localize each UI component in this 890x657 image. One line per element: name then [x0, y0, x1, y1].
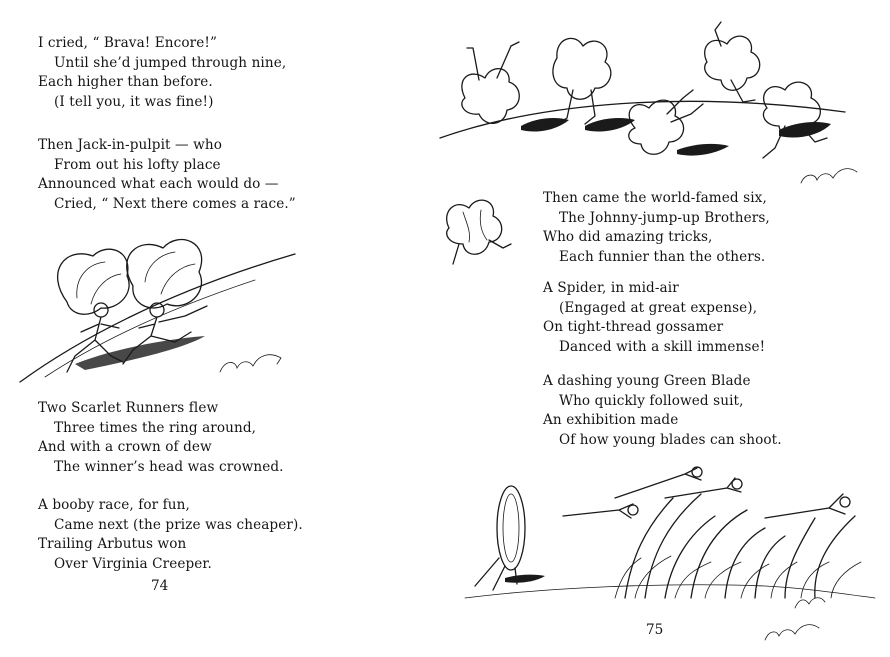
single-jump-up-flower-illustration	[439, 188, 519, 270]
verse-line: On tight-thread gossamer	[543, 319, 724, 336]
verse-line: A booby race, for fun,	[38, 497, 190, 513]
verse-line: Two Scarlet Runners flew	[38, 400, 219, 416]
verse-line: Over Virginia Creeper.	[54, 555, 212, 572]
stanza	[38, 136, 296, 214]
stanza	[38, 399, 284, 477]
verse-line: Each funnier than the others.	[559, 248, 766, 265]
scarlet-runners-race-illustration	[15, 232, 300, 387]
verse-line: (Engaged at great expense),	[559, 299, 758, 316]
verse-line: Cried, “ Next there comes a race.”	[54, 195, 296, 212]
verse-line: Danced with a skill immense!	[559, 338, 766, 355]
verse-line: Then Jack-in-pulpit — who	[38, 137, 223, 153]
verse-line: Announced what each would do —	[38, 176, 279, 193]
verse-line: The Johnny-jump-up Brothers,	[559, 209, 770, 226]
page-number: 75	[646, 622, 664, 638]
verse-line: An exhibition made	[543, 412, 679, 429]
verse-line: Came next (the prize was cheaper).	[54, 516, 303, 533]
verse-line: A Spider, in mid-air	[543, 280, 679, 296]
verse-line: A dashing young Green Blade	[543, 373, 751, 389]
verse-line: I cried, “ Brava! Encore!”	[38, 35, 217, 51]
stanza	[38, 496, 303, 574]
verse-line: Then came the world-famed six,	[543, 190, 767, 206]
page-number: 74	[151, 578, 169, 594]
verse-line: Of how young blades can shoot.	[559, 431, 782, 448]
verse-line: Three times the ring around,	[54, 419, 257, 436]
stanza	[543, 279, 765, 357]
verse-line: Who quickly followed suit,	[559, 392, 744, 409]
stanza	[38, 34, 286, 112]
stanza	[543, 372, 782, 450]
verse-line: Trailing Arbutus won	[38, 536, 187, 553]
verse-line: (I tell you, it was fine!)	[54, 93, 214, 110]
right-page	[445, 0, 890, 657]
verse-line: Each higher than before.	[38, 74, 213, 91]
verse-line: Until she’d jumped through nine,	[54, 54, 287, 71]
johnny-jump-up-brothers-illustration	[445, 18, 875, 188]
verse-line: The winner’s head was crowned.	[54, 458, 284, 475]
green-blades-illustration	[465, 458, 885, 653]
verse-line: From out his lofty place	[54, 156, 221, 173]
verse-line: Who did amazing tricks,	[543, 229, 713, 246]
verse-line: And with a crown of dew	[38, 439, 212, 456]
stanza	[543, 189, 770, 267]
